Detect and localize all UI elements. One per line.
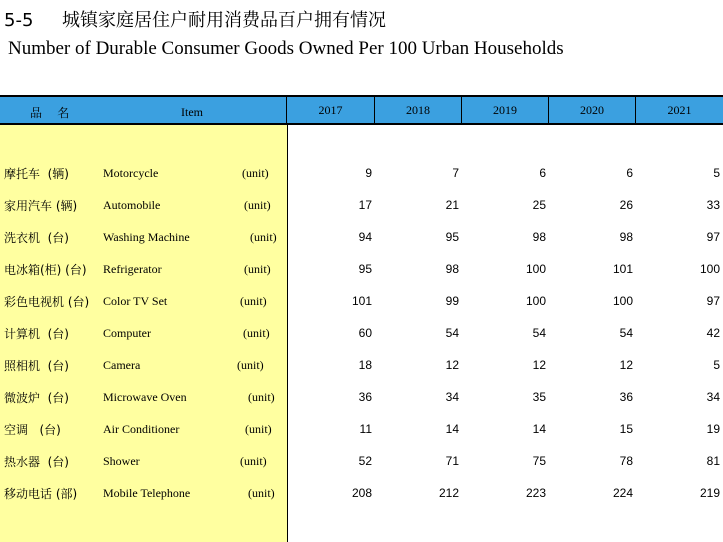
- value-cell: 219: [699, 486, 720, 500]
- value-cell: 78: [619, 454, 633, 468]
- item-name-cn: 摩托车 (辆): [4, 167, 69, 181]
- value-cell: 9: [365, 166, 372, 180]
- item-name-en: Motorcycle: [103, 166, 159, 180]
- table-row: [0, 389, 723, 409]
- table-number: 5-5: [4, 10, 34, 31]
- value-cell: 14: [445, 422, 459, 436]
- value-cell: 7: [452, 166, 459, 180]
- page-title-cn: [4, 6, 386, 32]
- item-name-en: Shower: [103, 454, 140, 468]
- value-cell: 100: [699, 262, 720, 276]
- value-cell: 12: [532, 358, 546, 372]
- table-row: [0, 229, 723, 249]
- value-cell: 12: [445, 358, 459, 372]
- value-cell: 208: [351, 486, 372, 500]
- header-name-cn: 品 名: [30, 106, 70, 120]
- table-row: [0, 293, 723, 313]
- value-cell: 15: [619, 422, 633, 436]
- value-cell: 212: [438, 486, 459, 500]
- value-cell: 36: [358, 390, 372, 404]
- value-cell: 34: [445, 390, 459, 404]
- value-cell: 100: [525, 294, 546, 308]
- value-cell: 35: [532, 390, 546, 404]
- item-name-cn: 家用汽车 (辆): [4, 199, 78, 213]
- item-name-en: Air Conditioner: [103, 422, 180, 436]
- table-row: [0, 485, 723, 505]
- value-cell: 94: [358, 230, 372, 244]
- item-name-en: Automobile: [103, 198, 161, 212]
- item-name-cn: 空调 (台): [4, 423, 61, 437]
- table-row: [0, 357, 723, 377]
- header-year: 2020: [549, 95, 636, 125]
- item-unit: (unit): [244, 262, 271, 276]
- value-cell: 100: [612, 294, 633, 308]
- table-row: [0, 165, 723, 185]
- value-cell: 224: [612, 486, 633, 500]
- item-name-en: Color TV Set: [103, 294, 168, 308]
- table-row: [0, 261, 723, 281]
- value-cell: 5: [713, 358, 720, 372]
- value-cell: 52: [358, 454, 372, 468]
- item-name-en: Camera: [103, 358, 141, 372]
- item-unit: (unit): [248, 486, 275, 500]
- value-cell: 101: [351, 294, 372, 308]
- value-cell: 14: [532, 422, 546, 436]
- item-unit: (unit): [243, 326, 270, 340]
- value-cell: 98: [619, 230, 633, 244]
- value-cell: 54: [445, 326, 459, 340]
- value-cell: 95: [445, 230, 459, 244]
- title-chinese: 城镇家庭居住户耐用消费品百户拥有情况: [62, 10, 386, 31]
- table-row: [0, 453, 723, 473]
- item-unit: (unit): [248, 390, 275, 404]
- item-name-cn: 电冰箱(柜) (台): [4, 263, 87, 277]
- value-cell: 42: [706, 326, 720, 340]
- value-cell: 21: [445, 198, 459, 212]
- header-year: 2017: [287, 95, 375, 125]
- table-row: [0, 325, 723, 345]
- value-cell: 34: [706, 390, 720, 404]
- value-cell: 26: [619, 198, 633, 212]
- value-cell: 12: [619, 358, 633, 372]
- value-cell: 11: [359, 422, 372, 436]
- item-name-en: Computer: [103, 326, 151, 340]
- value-cell: 25: [532, 198, 546, 212]
- item-unit: (unit): [237, 358, 264, 372]
- item-unit: (unit): [244, 198, 271, 212]
- value-cell: 17: [358, 198, 372, 212]
- table-row: [0, 197, 723, 217]
- item-name-cn: 微波炉 (台): [4, 391, 69, 405]
- header-name-cell: [0, 95, 287, 125]
- header-item: Item: [181, 105, 203, 119]
- header-year: 2019: [462, 95, 549, 125]
- value-cell: 98: [445, 262, 459, 276]
- value-cell: 99: [445, 294, 459, 308]
- value-cell: 75: [532, 454, 546, 468]
- header-year: 2021: [636, 95, 723, 125]
- header-year: 2018: [375, 95, 462, 125]
- item-name-cn: 彩色电视机 (台): [4, 295, 90, 309]
- item-name-cn: 热水器 (台): [4, 455, 69, 469]
- item-name-cn: 洗衣机 (台): [4, 231, 69, 245]
- value-cell: 71: [445, 454, 459, 468]
- value-cell: 54: [532, 326, 546, 340]
- value-cell: 98: [532, 230, 546, 244]
- page-title-en: Number of Durable Consumer Goods Owned Per 100 Urban Households: [8, 38, 564, 59]
- value-cell: 6: [539, 166, 546, 180]
- value-cell: 81: [706, 454, 720, 468]
- value-cell: 54: [619, 326, 633, 340]
- value-cell: 100: [525, 262, 546, 276]
- value-cell: 223: [525, 486, 546, 500]
- value-cell: 95: [358, 262, 372, 276]
- item-unit: (unit): [250, 230, 277, 244]
- data-table: [0, 95, 723, 542]
- item-name-en: Washing Machine: [103, 230, 190, 244]
- value-cell: 5: [713, 166, 720, 180]
- value-cell: 97: [706, 230, 720, 244]
- item-unit: (unit): [240, 454, 267, 468]
- item-name-en: Mobile Telephone: [103, 486, 191, 500]
- value-cell: 101: [612, 262, 633, 276]
- item-name-cn: 计算机 (台): [4, 327, 69, 341]
- item-name-en: Refrigerator: [103, 262, 162, 276]
- item-name-cn: 照相机 (台): [4, 359, 69, 373]
- value-cell: 33: [706, 198, 720, 212]
- value-cell: 6: [626, 166, 633, 180]
- item-unit: (unit): [242, 166, 269, 180]
- table-row: [0, 421, 723, 441]
- item-unit: (unit): [245, 422, 272, 436]
- item-name-en: Microwave Oven: [103, 390, 187, 404]
- value-cell: 60: [358, 326, 372, 340]
- value-cell: 19: [706, 422, 720, 436]
- item-unit: (unit): [240, 294, 267, 308]
- item-name-cn: 移动电话 (部): [4, 487, 78, 501]
- value-cell: 97: [706, 294, 720, 308]
- value-cell: 36: [619, 390, 633, 404]
- value-cell: 18: [358, 358, 372, 372]
